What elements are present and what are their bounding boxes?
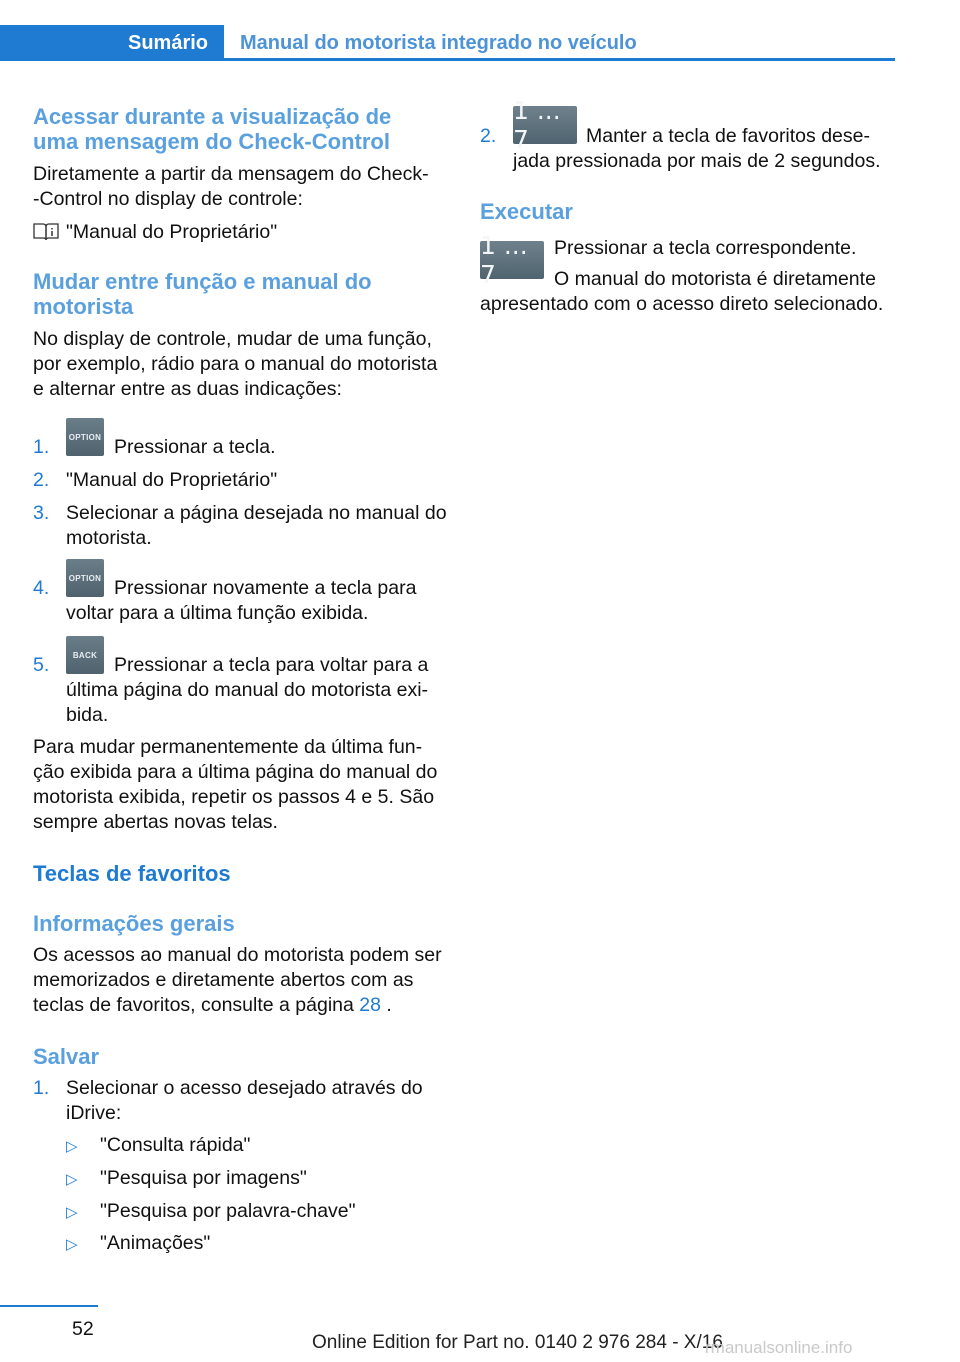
step-text: Pressionar novamente a tecla para	[114, 577, 417, 599]
bullet-triangle-icon: ▷	[66, 1204, 78, 1221]
bullet-item: "Consulta rápida"	[100, 1134, 251, 1156]
bullet-item: "Pesquisa por palavra-chave"	[100, 1200, 356, 1222]
text-segment: .	[381, 994, 392, 1016]
step-number: 4.	[33, 577, 50, 599]
heading-line: uma mensagem do Check-Control	[33, 129, 390, 154]
watermark: rmanualsonline.info	[705, 1338, 853, 1357]
exec-text: O manual do motorista é diretamente	[554, 268, 876, 290]
text-segment: teclas de favoritos, consulte a página	[33, 994, 360, 1016]
tab-sumario[interactable]: Sumário	[0, 25, 224, 61]
text-line: ção exibida para a última página do manual do	[33, 761, 438, 783]
tab-manual-integrado[interactable]: Manual do motorista integrado no veículo	[240, 32, 637, 54]
heading-line: Mudar entre função e manual do	[33, 269, 372, 294]
step-number: 2.	[33, 469, 50, 491]
favorite-key-icon: 1 ... 7	[480, 241, 544, 279]
text-line: motorista.	[66, 527, 152, 549]
heading-mudar	[33, 269, 372, 319]
step-number: 3.	[33, 502, 50, 524]
step-text: Manter a tecla de favoritos dese‐	[586, 125, 870, 147]
step-text: jada pressionada por mais de 2 segundos.	[513, 150, 881, 172]
option-key-icon: OPTION	[66, 418, 104, 456]
manual-book-icon	[33, 222, 59, 242]
footer-divider	[0, 1305, 98, 1307]
text-line: Os acessos ao manual do motorista podem ser	[33, 944, 442, 966]
page-number: 52	[72, 1318, 94, 1340]
text-line: sempre abertas novas telas.	[33, 811, 278, 833]
text-line: Para mudar permanentemente da última fun‐	[33, 736, 423, 758]
step-text: voltar para a última função exibida.	[66, 602, 369, 624]
option-key-icon: OPTION	[66, 559, 104, 597]
heading-check-control	[33, 104, 391, 154]
text-line: -Control no display de controle:	[33, 188, 303, 210]
heading-line: motorista	[33, 294, 134, 319]
step-text: Pressionar a tecla.	[114, 436, 276, 458]
paragraph-check-control	[33, 162, 429, 212]
bullet-item: "Pesquisa por imagens"	[100, 1167, 307, 1189]
step-number: 1.	[33, 436, 50, 458]
heading-teclas-favoritos: Teclas de favoritos	[33, 861, 231, 886]
step-text: Pressionar a tecla para voltar para a	[114, 654, 429, 676]
favorite-key-icon: 1 ... 7	[513, 106, 577, 144]
text-line: por exemplo, rádio para o manual do motorista	[33, 353, 438, 375]
paragraph-info	[33, 943, 442, 1018]
text-line: bida.	[66, 704, 109, 726]
heading-executar: Executar	[480, 199, 573, 224]
page-link[interactable]: 28	[359, 994, 381, 1016]
exec-text: Pressionar a tecla correspondente.	[554, 237, 857, 259]
menu-item-manual: "Manual do Proprietário"	[66, 221, 278, 243]
header-tabs	[0, 25, 895, 61]
heading-salvar: Salvar	[33, 1044, 100, 1069]
step-number: 2.	[480, 125, 497, 147]
bullet-item: "Animações"	[100, 1232, 211, 1254]
text-line: No display de controle, mudar de uma função,	[33, 328, 432, 350]
text-line	[33, 993, 442, 1018]
step-number: 1.	[33, 1077, 50, 1099]
text-line: Diretamente a partir da mensagem do Check-	[33, 163, 429, 185]
step-text: "Manual do Proprietário"	[66, 469, 278, 491]
text-line: última página do manual do motorista exi‐	[66, 679, 429, 701]
text-line: Selecionar a página desejada no manual do	[66, 502, 447, 524]
step-text	[66, 501, 447, 551]
heading-informacoes-gerais: Informações gerais	[33, 911, 235, 936]
edition-text: Online Edition for Part no. 0140 2 976 284 - X/16	[312, 1332, 723, 1353]
step-number: 5.	[33, 654, 50, 676]
text-line: iDrive:	[66, 1102, 122, 1124]
bullet-triangle-icon: ▷	[66, 1138, 78, 1155]
bullet-triangle-icon: ▷	[66, 1171, 78, 1188]
step-text	[66, 1076, 423, 1126]
heading-line: Acessar durante a visualização de	[33, 104, 392, 129]
exec-text: apresentado com o acesso direto selecionado.	[480, 293, 884, 315]
text-line: memorizados e diretamente abertos com as	[33, 969, 414, 991]
step-text	[66, 678, 428, 728]
paragraph-mudar	[33, 327, 437, 402]
paragraph-permanent	[33, 735, 437, 835]
back-key-icon: BACK	[66, 636, 104, 674]
text-line: motorista exibida, repetir os passos 4 e 5. São	[33, 786, 435, 808]
bullet-triangle-icon: ▷	[66, 1236, 78, 1253]
text-line: e alternar entre as duas indicações:	[33, 378, 342, 400]
text-line: Selecionar o acesso desejado através do	[66, 1077, 423, 1099]
